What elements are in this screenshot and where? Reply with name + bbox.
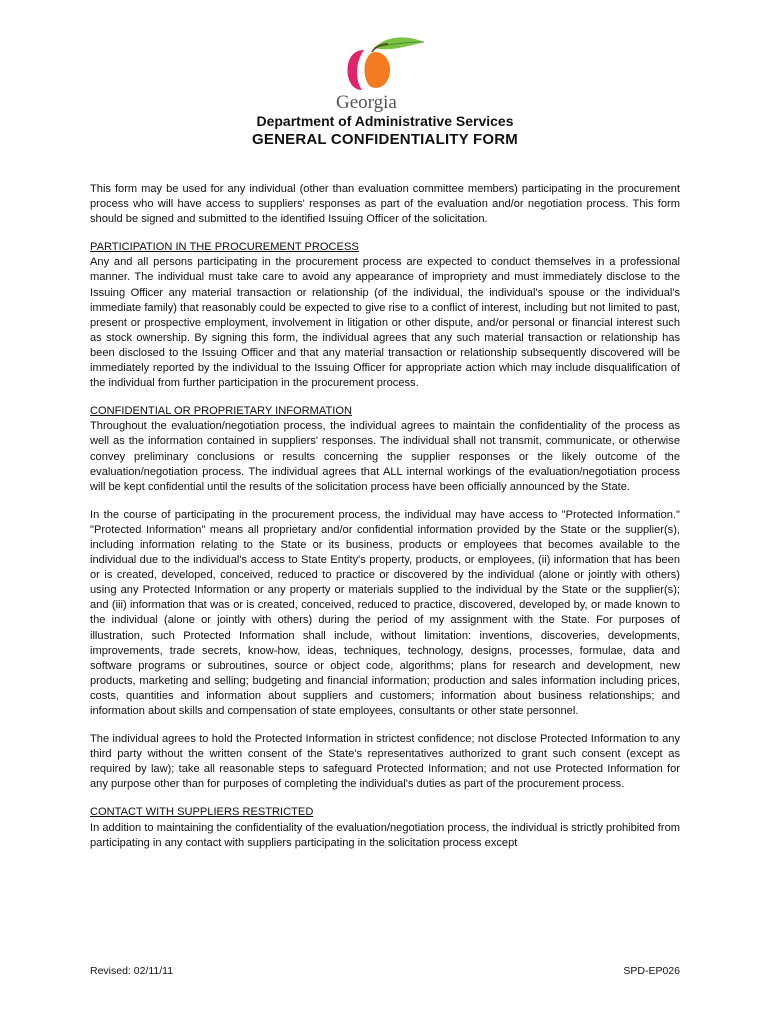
georgia-peach-logo bbox=[330, 32, 442, 114]
section-contact bbox=[90, 805, 680, 850]
section-heading: CONFIDENTIAL OR PROPRIETARY INFORMATION bbox=[90, 405, 352, 418]
section-body: Throughout the evaluation/negotiation process, the individual agrees to maintain the confidentiality of the process as well as the information contained in suppliers' responses. The individual shall not transmit, communicate, or otherwise convey preliminary conclusions or results concerning the supplier responses or the likely outcome of the evaluation/negotiation process. The individual agrees that ALL internal workings of the evaluation/negotiation process will be kept confidential until the results of the solicitation process have been officially announced by the State. bbox=[90, 420, 680, 493]
form-title: GENERAL CONFIDENTIALITY FORM bbox=[252, 131, 518, 148]
section-participation bbox=[90, 240, 680, 391]
georgia-wordmark: Georgia bbox=[336, 92, 397, 113]
hold-confidence-paragraph: The individual agrees to hold the Protected Information in strictest confidence; not disclose Protected Information to any third party without the written consent of the State's representatives authorized to grant such consent (except as required by law); take all reasonable steps to safeguard Protected Information; and not use Protected Information for any purpose other than for purposes of completing the individual's duties as part of the procurement process. bbox=[90, 733, 680, 791]
department-name: Department of Administrative Services bbox=[256, 113, 514, 129]
section-heading: PARTICIPATION IN THE PROCUREMENT PROCESS bbox=[90, 241, 359, 254]
peach-blush-icon bbox=[348, 50, 364, 90]
intro-paragraph: This form may be used for any individual (other than evaluation committee members) participating in the procurement process who will have access to suppliers' responses as part of the evaluation and/or negotiation process. This form should be signed and submitted to the identified Issuing Officer of the solicitation. bbox=[90, 183, 680, 226]
section-confidential bbox=[90, 404, 680, 495]
revision-date: Revised: 02/11/11 bbox=[90, 965, 174, 977]
section-body: In addition to maintaining the confidentiality of the evaluation/negotiation process, the individual is strictly prohibited from participating in any contact with suppliers participating in the solicitation process except bbox=[90, 821, 680, 849]
form-id: SPD-EP026 bbox=[623, 965, 680, 977]
section-body: Any and all persons participating in the procurement process are expected to conduct themselves in a professional manner. The individual must take care to avoid any appearance of impropriety and must immediately disclose to the Issuing Officer any material transaction or relationship (of the individual, the individual's spouse or the individual's immediate family) that reasonably could be expected to give rise to a conflict of interest, including but not limited to past, present or prospective employment, involvement in litigation or other dispute, and/or personal or financial interest such as stock ownership. By signing this form, the individual agrees that any such material transaction or relationship has been disclosed to the Issuing Officer and that any material transaction or relationship subsequently discovered will be immediately reported by the individual to the Issuing Officer for appropriate action which may include disqualification of the individual from further participation in the procurement process. bbox=[90, 256, 680, 390]
protected-information-paragraph: In the course of participating in the procurement process, the individual may have access to "Protected Information." "Protected Information" means all proprietary and/or confidential information provided by the State or the supplier(s), including information relating to the State or its business, products or employees that becomes available to the individual due to the individual's access to State Entity's property, products, or employees, (ii) information that has been or is created, developed, conceived, reduced to practice or discovered by the individual (alone or jointly with others) using any Protected Information or any property or materials supplied to the individual by the State or the supplier(s); and (iii) information that was or is created, conceived, reduced to practice, discovered, developed by, or made known to the individual (alone or jointly with others) during the period of my assignment with the State. For purposes of illustration, such Protected Information shall include, without limitation: inventions, discoveries, developments, improvements, trade secrets, know-how, ideas, techniques, technology, designs, processes, formulae, data and software programs or subroutines, source or object code, algorithms; plans for research and development, new products, marketing and selling; budgeting and financial information; production and sales information including prices, costs, quantities and information about suppliers and customers; information about business relationships; and information about skills and compensation of state employees, consultants or other state personnel. bbox=[90, 508, 680, 717]
section-heading: CONTACT WITH SUPPLIERS RESTRICTED bbox=[90, 806, 314, 819]
form-body bbox=[90, 182, 680, 864]
